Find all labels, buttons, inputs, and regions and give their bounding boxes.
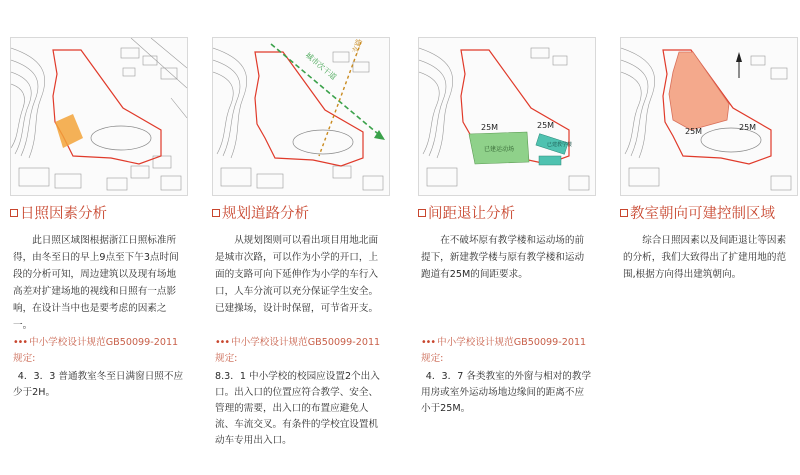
- bullet-dots-icon: •••: [215, 337, 229, 348]
- buildable-zone: [669, 52, 729, 130]
- standard-reference: ••• 中小学校设计规范GB50099-2011规定:: [215, 337, 381, 364]
- setback-map: [418, 37, 596, 196]
- sunlight-site-plan: [11, 38, 187, 195]
- branch-road-line: [319, 42, 361, 156]
- distance-label-b: 25M: [739, 123, 757, 132]
- panel-description: 此日照区域图根据浙江日照标准所得，由冬至日的早上9点至下午3点时间段的分析可知，周边建筑以及现有场地高差对扩建场地的视线和日照有一点影响，在设计当中也是要考虑的因素之一。: [13, 235, 179, 331]
- standard-clause: 8.3．1 中小学校的校园应设置2个出入口。出入口的位置应符合教学、安全、管理的需要，出入口的布置应避免人流、车流交叉。有条件的学校宜设置机动车专用出入口。: [215, 371, 380, 446]
- setback-site-plan: [419, 38, 595, 195]
- distance-label-b: 25M: [537, 121, 555, 130]
- panel-description: 综合日照因素以及间距退让等因素的分析，我们大致得出了扩建用地的范围,根据方向得出建筑朝向。: [623, 235, 787, 280]
- running-track: [91, 126, 151, 150]
- sunlight-map: [10, 37, 188, 196]
- panel-title: 间距退让分析: [418, 204, 515, 224]
- sun-shadow-area: [55, 114, 83, 148]
- buildable-site-plan: [621, 38, 797, 195]
- roads-map: [212, 37, 390, 196]
- north-arrow-icon: [736, 52, 742, 78]
- panel-sunlight: [10, 0, 188, 475]
- standard-clause: 4．3．3 普通教室冬至日满窗日照不应少于2H。: [13, 371, 184, 398]
- standard-clause: 4．3．7 各类教室的外窗与相对的教学用房或室外运动场地边缘间的距离不应小于25M。: [421, 371, 592, 414]
- panel-buildable: [620, 0, 798, 475]
- panel-title: 规划道路分析: [212, 204, 309, 224]
- running-track: [293, 130, 353, 154]
- distance-label-a: 25M: [481, 123, 499, 132]
- buildable-map: [620, 37, 798, 196]
- secondary-road-label: 城市次干道: [303, 50, 339, 82]
- building-label: 已建教学楼: [547, 142, 573, 148]
- site-boundary: [255, 52, 363, 166]
- branch-road-label: 支路: [350, 38, 365, 55]
- panel-setback: [418, 0, 596, 475]
- panel-roads: [212, 0, 390, 475]
- standard-reference: ••• 中小学校设计规范GB50099-2011规定:: [421, 337, 587, 364]
- bullet-dots-icon: •••: [13, 337, 27, 348]
- existing-building-small: [539, 156, 561, 165]
- panel-title: 日照因素分析: [10, 204, 107, 224]
- field-label: 已建运动场: [483, 146, 515, 153]
- site-boundary: [53, 50, 161, 164]
- panel-description: 在不破坏原有教学楼和运动场的前提下，新建教学楼与原有教学楼和运动跑道有25M的间距要求。: [421, 235, 585, 280]
- standard-reference: ••• 中小学校设计规范GB50099-2011规定:: [13, 337, 179, 364]
- panel-description: 从规划图则可以看出项目用地北面是城市次路，可以作为小学的开口，上面的支路可向下延伸作为小学的车行入口，人车分流可以充分保证学生安全。已建操场，设计时保留，可节省开支。: [215, 235, 379, 314]
- panel-title: 教室朝向可建控制区域: [620, 204, 775, 224]
- distance-label-a: 25M: [685, 127, 703, 136]
- roads-site-plan: [213, 38, 389, 195]
- bullet-dots-icon: •••: [421, 337, 435, 348]
